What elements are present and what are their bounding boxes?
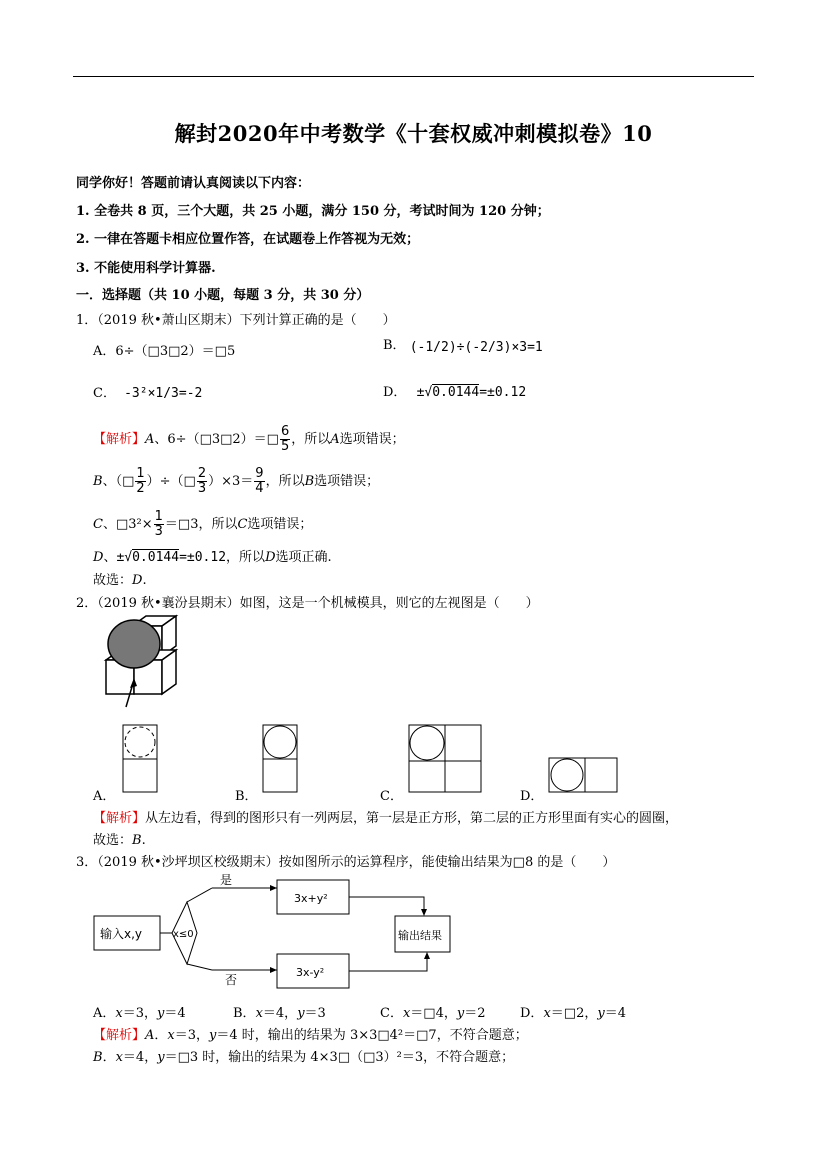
q2-choose <box>93 829 146 848</box>
q1-analysis-b-a: 、（□ <box>102 474 135 489</box>
q1-analysis-b-d1: 2 <box>136 481 145 496</box>
q1-analysis-d-final: 选项正确. <box>275 550 332 565</box>
q1-analysis-b-frac3 <box>254 467 264 496</box>
q3-analysis-b-x: x <box>115 1050 123 1065</box>
q3-flow-yes: 是 <box>220 873 233 887</box>
intro-rule-1: 1. 全卷共 8 页，三个大题，共 25 小题，满分 150 分，考试时间为 120 分钟； <box>76 204 550 219</box>
q3-option-a-yv: ＝4 <box>164 1006 186 1021</box>
q1-analysis-tag: 【解析】 <box>93 432 146 447</box>
q1-option-b <box>383 334 543 353</box>
q1-analysis-b-frac2 <box>197 467 207 496</box>
q3-analysis-b-rest: ＝□3 时，输出的结果为 4×3□（□3）²＝3，不符合题意； <box>164 1050 515 1065</box>
q2-stem: 2．（2019 秋•襄汾县期末）如图，这是一个机械模具，则它的左视图是（ ） <box>76 596 539 611</box>
q1-analysis-c-prefix: C <box>93 517 103 532</box>
q1-analysis-a-den: 5 <box>280 439 290 454</box>
q1-option-d-rest: =±0.12 <box>479 385 527 400</box>
q1-analysis-b <box>93 467 379 496</box>
q1-analysis-d: D、±√0.0144=±0.12，所以D选项正确. <box>93 550 332 565</box>
intro-rule-3: 3. 不能使用科学计算器. <box>76 261 216 276</box>
q2-analysis <box>93 807 678 826</box>
q1-analysis-a-final: 选项错误； <box>339 432 405 447</box>
q3-option-d-y: y <box>597 1006 605 1021</box>
q1-option-d-pm: ± <box>416 385 425 400</box>
intro-greeting: 同学你好！答题前请认真阅读以下内容： <box>76 176 311 191</box>
q3-stem: 3．（2019 秋•沙坪坝区校级期末）按如图所示的运算程序，能使输出结果为□8 的是（ ） <box>76 855 616 870</box>
q1-analysis-c-tail: C <box>237 517 248 532</box>
q3-analysis-tag: 【解析】 <box>93 1028 146 1043</box>
q1-analysis-c <box>93 510 312 539</box>
q2-option-c-figure <box>406 722 496 802</box>
q1-analysis-b-d3: 4 <box>255 481 264 496</box>
q1-option-d: D． ±√0.0144=±0.12 <box>383 385 527 400</box>
q1-analysis-d-tail: D <box>265 550 276 565</box>
q1-analysis-b-end: ，所以 <box>265 474 305 489</box>
q3-option-a <box>93 1002 186 1021</box>
q1-analysis-c-b: ＝□3，所以 <box>164 517 238 532</box>
q3-analysis-a-dot: ． <box>154 1028 168 1043</box>
q3-flow-no: 否 <box>225 973 238 987</box>
q3-flow-input: 输入x,y <box>100 927 143 941</box>
q1-analysis-d-radicand: 0.0144 <box>132 550 180 565</box>
q3-option-a-label: A． <box>93 1006 116 1021</box>
q1-analysis-a-end: ，所以 <box>291 432 331 447</box>
q1-choose <box>93 569 147 588</box>
q1-analysis-c-den: 3 <box>154 524 163 539</box>
q2-option-a-figure <box>120 722 180 802</box>
q1-analysis-b-b: ）÷（□ <box>146 474 196 489</box>
q2-label-b: B． <box>235 789 258 804</box>
q1-analysis-d-pm: ± <box>116 550 125 565</box>
q3-flow-cond: x≤0 <box>173 929 194 940</box>
q3-flowchart <box>92 873 492 990</box>
q1-analysis-c-num: 1 <box>154 509 163 524</box>
q3-analysis-b <box>93 1046 514 1065</box>
q1-analysis-b-n2: 2 <box>197 466 207 481</box>
q2-label-a: A． <box>93 789 116 804</box>
q1-analysis-d-rest: =±0.12 <box>179 550 227 565</box>
intro-rule-2: 2. 一律在答题卡相应位置作答，在试题卷上作答视为无效； <box>76 232 420 247</box>
q1-choose-label: 故选： <box>93 573 133 588</box>
q1-analysis-a <box>93 425 405 454</box>
q1-analysis-b-prefix: B <box>93 474 103 489</box>
q3-analysis-b-y: y <box>157 1050 165 1065</box>
q1-analysis-a-mid: 、6÷（□3□2）＝□ <box>154 432 279 447</box>
q1-option-b-label: B． <box>383 338 406 353</box>
q3-analysis-a-x: x <box>167 1028 175 1043</box>
q3-option-b-y: y <box>297 1006 305 1021</box>
q3-option-d-xv: ＝□2， <box>550 1006 598 1021</box>
q2-choose-label: 故选： <box>93 833 133 848</box>
q3-option-c-x: x <box>402 1006 411 1021</box>
q1-choose-end: . <box>142 573 147 588</box>
q1-analysis-b-tail: B <box>304 474 315 489</box>
q1-analysis-c-frac <box>154 510 164 539</box>
q2-choose-answer: B <box>132 833 142 848</box>
q1-analysis-a-prefix: A <box>145 432 155 447</box>
q3-flow-output: 输出结果 <box>398 929 442 942</box>
q1-analysis-d-a: 、 <box>103 550 117 565</box>
q3-flow-bottom-formula: 3x-y² <box>296 966 325 979</box>
q3-option-b <box>233 1002 326 1021</box>
q3-analysis-b-xv: ＝4， <box>122 1050 158 1065</box>
q3-option-c <box>380 1002 486 1021</box>
q3-option-b-xv: ＝4， <box>262 1006 298 1021</box>
q3-analysis-a-rest: ＝4 时，输出的结果为 3×3□4²＝□7，不符合题意； <box>216 1028 528 1043</box>
q1-option-a: A．6÷（□3□2）＝□5 <box>93 344 236 359</box>
q2-analysis-tag: 【解析】 <box>93 811 146 826</box>
q1-analysis-b-d2: 3 <box>197 481 207 496</box>
q1-option-b-expr: (-1/2)÷(-2/3)×3=1 <box>409 340 543 355</box>
q1-analysis-a-tail: A <box>330 432 340 447</box>
q1-analysis-d-prefix: D <box>93 550 104 565</box>
q3-option-b-label: B． <box>233 1006 256 1021</box>
q3-option-b-x: x <box>255 1006 263 1021</box>
q1-option-d-radicand: 0.0144 <box>432 385 480 400</box>
q1-analysis-b-n3: 9 <box>255 466 264 481</box>
q1-analysis-d-b: ，所以 <box>226 550 266 565</box>
q2-option-d-figure <box>546 755 636 815</box>
q3-option-d-yv: ＝4 <box>604 1006 626 1021</box>
q3-analysis-a-prefix: A <box>145 1028 155 1043</box>
q3-option-b-yv: ＝3 <box>304 1006 326 1021</box>
q3-analysis-a <box>93 1024 528 1043</box>
q1-choose-answer: D <box>132 573 143 588</box>
q1-analysis-b-c: ）×3＝ <box>208 474 254 489</box>
q3-analysis-a-xv: ＝3， <box>174 1028 210 1043</box>
q1-analysis-c-a: 、□3²× <box>102 517 153 532</box>
q1-analysis-b-frac1 <box>135 467 145 496</box>
q2-option-b-figure <box>260 722 320 802</box>
q2-choose-end: . <box>141 833 146 848</box>
q3-option-a-xv: ＝3， <box>122 1006 158 1021</box>
q1-option-d-label: D． <box>383 385 407 400</box>
q1-option-c-label: C． <box>93 386 116 401</box>
q3-option-c-label: C． <box>380 1006 403 1021</box>
q1-analysis-b-n1: 1 <box>136 466 145 481</box>
q1-option-c <box>93 382 202 401</box>
q1-analysis-c-final: 选项错误； <box>247 517 313 532</box>
q1-analysis-a-frac <box>280 425 290 454</box>
q1-option-c-expr: -3²×1/3=-2 <box>124 386 203 401</box>
q3-analysis-b-prefix: B <box>93 1050 103 1065</box>
q3-option-a-y: y <box>157 1006 165 1021</box>
q2-analysis-text: 从左边看，得到的图形只有一列两层，第一层是正方形，第二层的正方形里面有实心的圆圈， <box>145 811 679 826</box>
q3-option-d-x: x <box>543 1006 551 1021</box>
q3-option-c-yv: ＝2 <box>464 1006 486 1021</box>
q1-analysis-b-final: 选项错误； <box>314 474 380 489</box>
q1-analysis-a-num: 6 <box>280 424 290 439</box>
q2-solid-figure <box>96 612 216 732</box>
header-rule <box>73 76 754 77</box>
q3-analysis-a-y: y <box>209 1028 217 1043</box>
q3-option-a-x: x <box>115 1006 123 1021</box>
section-heading: 一．选择题（共 10 小题，每题 3 分，共 30 分） <box>76 288 370 303</box>
q2-label-c: C． <box>380 789 403 804</box>
q3-analysis-b-dot: ． <box>102 1050 116 1065</box>
q2-label-d: D． <box>520 789 544 804</box>
q3-option-c-y: y <box>456 1006 465 1021</box>
q3-flow-top-formula: 3x+y² <box>294 892 328 905</box>
q3-option-d <box>520 1002 626 1021</box>
q1-stem: 1．（2019 秋•萧山区期末）下列计算正确的是（ ） <box>76 313 396 328</box>
page-title: 解封2020年中考数学《十套权威冲刺模拟卷》10 <box>174 121 653 146</box>
q3-option-c-xv: ＝□4， <box>410 1006 457 1021</box>
q3-option-d-label: D． <box>520 1006 544 1021</box>
